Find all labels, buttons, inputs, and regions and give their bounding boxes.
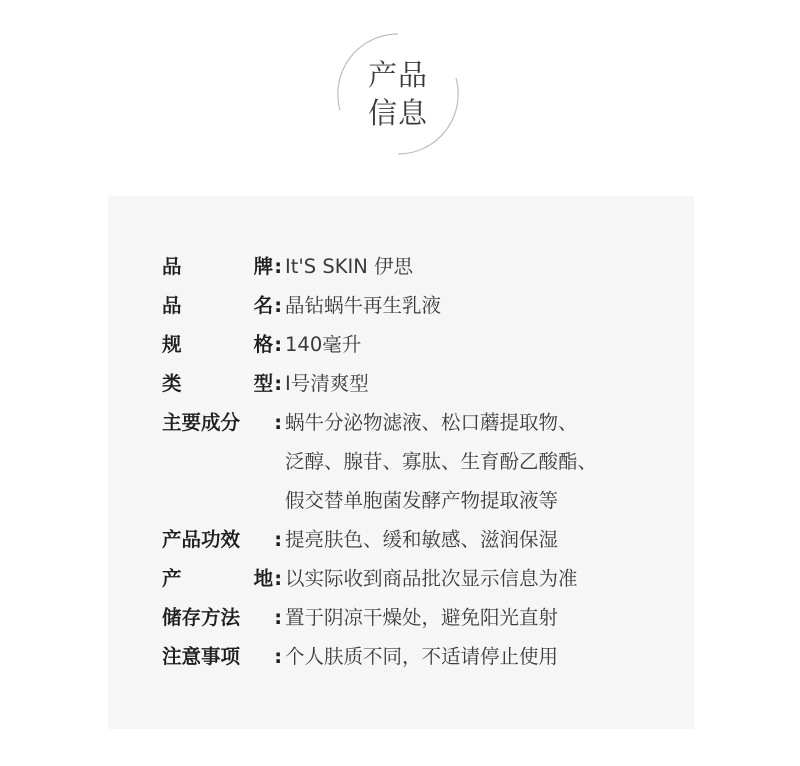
info-value-line: 晶钻蜗牛再生乳液 [285, 294, 442, 317]
info-label-colon: : [274, 333, 282, 356]
info-value-line: 蜗牛分泌物滤液、松口蘑提取物、 [285, 411, 578, 434]
product-info-list [162, 253, 682, 682]
info-label-text: 注意事项 [162, 645, 241, 668]
section-title-line2: 信息 [367, 96, 428, 130]
info-value-line: 个人肤质不同，不适请停止使用 [285, 645, 559, 668]
info-label [162, 604, 282, 632]
info-label-text: 主要成分 [162, 411, 241, 434]
section-title-line1: 产品 [367, 58, 428, 92]
info-row-origin [162, 565, 682, 593]
info-label [162, 409, 282, 437]
info-value-line: I号清爽型 [285, 372, 369, 395]
info-label-char: 产 [162, 567, 182, 590]
info-label-char: 名 [253, 294, 274, 317]
info-label [162, 643, 282, 671]
info-label-char: 品 [162, 294, 182, 317]
info-value [282, 331, 682, 359]
info-label-colon: : [274, 645, 282, 668]
info-value-line: 假交替单胞菌发酵产物提取液等 [285, 489, 559, 512]
info-label-colon: : [274, 567, 282, 590]
info-value-line: 提亮肤色、缓和敏感、滋润保湿 [285, 528, 559, 551]
info-label [162, 565, 282, 593]
info-value [282, 604, 682, 632]
info-label-colon: : [274, 372, 282, 395]
info-label-colon: : [274, 294, 282, 317]
info-row-storage [162, 604, 682, 632]
section-title-badge [334, 30, 462, 158]
info-value [282, 643, 682, 671]
info-row-effects [162, 526, 682, 554]
info-row-type [162, 370, 682, 398]
info-label-char: 类 [162, 372, 182, 395]
info-row-product-name [162, 292, 682, 320]
info-label-char: 格 [253, 333, 274, 356]
info-label [162, 370, 282, 398]
info-value-line: 140毫升 [285, 333, 362, 356]
info-value-line: 以实际收到商品批次显示信息为准 [285, 567, 578, 590]
info-row-notes [162, 643, 682, 671]
info-label-char: 品 [162, 255, 182, 278]
info-value-line: 泛醇、腺苷、寡肽、生育酚乙酸酯、 [285, 450, 598, 473]
info-label-char: 牌 [253, 255, 274, 278]
info-value-line: 置于阴凉干燥处，避免阳光直射 [285, 606, 559, 629]
info-value [282, 526, 682, 554]
info-label-text: 产品功效 [162, 528, 241, 551]
info-value [282, 292, 682, 320]
info-value [282, 253, 682, 281]
info-label-text: 储存方法 [162, 606, 241, 629]
info-value [282, 565, 682, 593]
info-label-colon: : [274, 528, 282, 551]
info-label-char: 型 [253, 372, 274, 395]
info-label [162, 253, 282, 281]
info-label-char: 规 [162, 333, 182, 356]
info-value [282, 409, 682, 515]
info-row-size [162, 331, 682, 359]
info-label-colon: : [274, 606, 282, 629]
info-label-char: 地 [253, 567, 274, 590]
info-label [162, 331, 282, 359]
info-label [162, 526, 282, 554]
info-label-colon: : [274, 255, 282, 278]
info-row-ingredients [162, 409, 682, 515]
info-label [162, 292, 282, 320]
info-row-brand [162, 253, 682, 281]
info-value-line: It'S SKIN 伊思 [285, 255, 414, 278]
product-info-panel [108, 196, 694, 729]
info-value [282, 370, 682, 398]
info-label-colon: : [274, 411, 282, 434]
